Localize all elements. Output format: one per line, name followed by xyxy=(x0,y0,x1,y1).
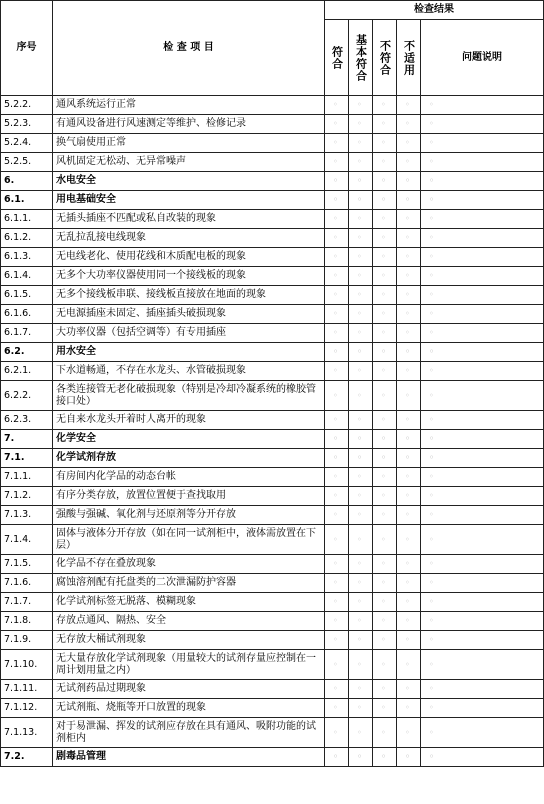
cell-conform[interactable]: ◦ xyxy=(325,449,349,468)
row-text: 各类连接管无老化破损现象（特别是冷却冷凝系统的橡胶管接口处） xyxy=(53,381,325,411)
row-text: 无存放大桶试剂现象 xyxy=(53,631,325,650)
cell-conform[interactable]: ◦ xyxy=(325,487,349,506)
cell-not-conform[interactable]: ◦ xyxy=(373,506,397,525)
cell-basic-conform[interactable]: ◦ xyxy=(349,267,373,286)
row-number: 6.1.3. xyxy=(1,248,53,267)
cell-remarks[interactable]: ◦ xyxy=(421,718,544,748)
row-number: 7.1.4. xyxy=(1,525,53,555)
cell-not-applicable[interactable]: ◦ xyxy=(397,680,421,699)
row-text: 风机固定无松动、无异常噪声 xyxy=(53,153,325,172)
row-text: 无电线老化、使用花线和木质配电板的现象 xyxy=(53,248,325,267)
row-text: 换气扇使用正常 xyxy=(53,134,325,153)
cell-remarks[interactable]: ◦ xyxy=(421,362,544,381)
cell-remarks[interactable]: ◦ xyxy=(421,153,544,172)
row-number: 7.1.6. xyxy=(1,574,53,593)
cell-not-conform[interactable]: ◦ xyxy=(373,718,397,748)
cell-conform[interactable]: ◦ xyxy=(325,191,349,210)
cell-conform[interactable]: ◦ xyxy=(325,229,349,248)
cell-not-conform[interactable]: ◦ xyxy=(373,229,397,248)
cell-basic-conform[interactable]: ◦ xyxy=(349,134,373,153)
row-text: 用水安全 xyxy=(53,343,325,362)
cell-not-conform[interactable]: ◦ xyxy=(373,191,397,210)
cell-basic-conform[interactable]: ◦ xyxy=(349,593,373,612)
cell-not-applicable[interactable]: ◦ xyxy=(397,718,421,748)
table-row xyxy=(1,381,544,411)
cell-remarks[interactable]: ◦ xyxy=(421,267,544,286)
cell-not-applicable[interactable]: ◦ xyxy=(397,574,421,593)
cell-remarks[interactable]: ◦ xyxy=(421,574,544,593)
cell-not-conform[interactable]: ◦ xyxy=(373,468,397,487)
table-row xyxy=(1,525,544,555)
table-body xyxy=(1,96,544,767)
cell-remarks[interactable]: ◦ xyxy=(421,96,544,115)
cell-not-applicable[interactable]: ◦ xyxy=(397,748,421,767)
row-number: 5.2.4. xyxy=(1,134,53,153)
cell-remarks[interactable]: ◦ xyxy=(421,612,544,631)
cell-not-conform[interactable]: ◦ xyxy=(373,286,397,305)
cell-conform[interactable]: ◦ xyxy=(325,286,349,305)
cell-not-applicable[interactable]: ◦ xyxy=(397,411,421,430)
cell-remarks[interactable]: ◦ xyxy=(421,430,544,449)
row-number: 5.2.2. xyxy=(1,96,53,115)
cell-basic-conform[interactable]: ◦ xyxy=(349,748,373,767)
row-number: 7.1.1. xyxy=(1,468,53,487)
section-row xyxy=(1,449,544,468)
cell-not-conform[interactable]: ◦ xyxy=(373,411,397,430)
cell-not-applicable[interactable]: ◦ xyxy=(397,650,421,680)
cell-conform[interactable]: ◦ xyxy=(325,718,349,748)
cell-remarks[interactable]: ◦ xyxy=(421,699,544,718)
cell-conform[interactable]: ◦ xyxy=(325,748,349,767)
header-basic-conform: 基本符合 xyxy=(349,20,373,96)
cell-remarks[interactable]: ◦ xyxy=(421,210,544,229)
cell-not-conform[interactable]: ◦ xyxy=(373,748,397,767)
table-row xyxy=(1,574,544,593)
row-text: 无乱拉乱接电线现象 xyxy=(53,229,325,248)
cell-basic-conform[interactable]: ◦ xyxy=(349,555,373,574)
row-text: 无插头插座不匹配或私自改装的现象 xyxy=(53,210,325,229)
table-row xyxy=(1,210,544,229)
row-number: 6.1.7. xyxy=(1,324,53,343)
cell-not-conform[interactable]: ◦ xyxy=(373,172,397,191)
cell-conform[interactable]: ◦ xyxy=(325,699,349,718)
cell-not-conform[interactable]: ◦ xyxy=(373,115,397,134)
row-number: 7.1.3. xyxy=(1,506,53,525)
row-text: 无大量存放化学试剂现象（用量较大的试剂存量应控制在一周计划用量之内） xyxy=(53,650,325,680)
cell-basic-conform[interactable]: ◦ xyxy=(349,449,373,468)
cell-basic-conform[interactable]: ◦ xyxy=(349,381,373,411)
row-text: 大功率仪器（包括空调等）有专用插座 xyxy=(53,324,325,343)
header-item: 检 查 项 目 xyxy=(53,1,325,96)
cell-conform[interactable]: ◦ xyxy=(325,172,349,191)
cell-not-conform[interactable]: ◦ xyxy=(373,430,397,449)
cell-basic-conform[interactable]: ◦ xyxy=(349,430,373,449)
cell-remarks[interactable]: ◦ xyxy=(421,748,544,767)
row-number: 6.1. xyxy=(1,191,53,210)
cell-not-conform[interactable]: ◦ xyxy=(373,343,397,362)
header-seq: 序号 xyxy=(1,1,53,96)
cell-not-applicable[interactable]: ◦ xyxy=(397,343,421,362)
cell-not-applicable[interactable]: ◦ xyxy=(397,362,421,381)
cell-not-conform[interactable]: ◦ xyxy=(373,574,397,593)
cell-basic-conform[interactable]: ◦ xyxy=(349,229,373,248)
cell-not-conform[interactable]: ◦ xyxy=(373,680,397,699)
cell-basic-conform[interactable]: ◦ xyxy=(349,248,373,267)
cell-not-applicable[interactable]: ◦ xyxy=(397,631,421,650)
cell-conform[interactable]: ◦ xyxy=(325,362,349,381)
cell-remarks[interactable]: ◦ xyxy=(421,134,544,153)
cell-remarks[interactable]: ◦ xyxy=(421,411,544,430)
cell-remarks[interactable]: ◦ xyxy=(421,305,544,324)
cell-not-applicable[interactable]: ◦ xyxy=(397,286,421,305)
row-text: 无试剂瓶、烧瓶等开口放置的现象 xyxy=(53,699,325,718)
cell-not-conform[interactable]: ◦ xyxy=(373,699,397,718)
table-row xyxy=(1,305,544,324)
cell-conform[interactable]: ◦ xyxy=(325,650,349,680)
cell-basic-conform[interactable]: ◦ xyxy=(349,506,373,525)
cell-conform[interactable]: ◦ xyxy=(325,612,349,631)
cell-basic-conform[interactable]: ◦ xyxy=(349,191,373,210)
cell-basic-conform[interactable]: ◦ xyxy=(349,487,373,506)
row-number: 7.1.12. xyxy=(1,699,53,718)
cell-remarks[interactable]: ◦ xyxy=(421,324,544,343)
cell-not-applicable[interactable]: ◦ xyxy=(397,525,421,555)
cell-basic-conform[interactable]: ◦ xyxy=(349,96,373,115)
table-row xyxy=(1,506,544,525)
section-row xyxy=(1,172,544,191)
row-text: 无自来水龙头开着时人离开的现象 xyxy=(53,411,325,430)
cell-conform[interactable]: ◦ xyxy=(325,267,349,286)
cell-not-applicable[interactable]: ◦ xyxy=(397,115,421,134)
cell-not-applicable[interactable]: ◦ xyxy=(397,229,421,248)
cell-not-conform[interactable]: ◦ xyxy=(373,593,397,612)
row-number: 6.1.2. xyxy=(1,229,53,248)
table-row xyxy=(1,153,544,172)
cell-not-conform[interactable]: ◦ xyxy=(373,525,397,555)
table-row xyxy=(1,115,544,134)
table-row xyxy=(1,631,544,650)
row-text: 强酸与强碱、氧化剂与还原剂等分开存放 xyxy=(53,506,325,525)
cell-conform[interactable]: ◦ xyxy=(325,680,349,699)
row-number: 6.1.5. xyxy=(1,286,53,305)
row-number: 6. xyxy=(1,172,53,191)
cell-basic-conform[interactable]: ◦ xyxy=(349,210,373,229)
cell-remarks[interactable]: ◦ xyxy=(421,381,544,411)
cell-remarks[interactable]: ◦ xyxy=(421,506,544,525)
cell-remarks[interactable]: ◦ xyxy=(421,555,544,574)
cell-not-conform[interactable]: ◦ xyxy=(373,555,397,574)
table-row xyxy=(1,680,544,699)
cell-basic-conform[interactable]: ◦ xyxy=(349,612,373,631)
row-text: 下水道畅通，不存在水龙头、水管破损现象 xyxy=(53,362,325,381)
row-text: 无电源插座未固定、插座插头破损现象 xyxy=(53,305,325,324)
cell-basic-conform[interactable]: ◦ xyxy=(349,172,373,191)
row-text: 化学试剂标签无脱落、模糊现象 xyxy=(53,593,325,612)
cell-basic-conform[interactable]: ◦ xyxy=(349,362,373,381)
row-number: 7. xyxy=(1,430,53,449)
cell-remarks[interactable]: ◦ xyxy=(421,248,544,267)
row-text: 固体与液体分开存放（如在同一试剂柜中，液体需放置在下层） xyxy=(53,525,325,555)
row-number: 7.1.11. xyxy=(1,680,53,699)
cell-basic-conform[interactable]: ◦ xyxy=(349,324,373,343)
table-row xyxy=(1,362,544,381)
cell-not-conform[interactable]: ◦ xyxy=(373,267,397,286)
cell-remarks[interactable]: ◦ xyxy=(421,487,544,506)
header-not-applicable: 不适用 xyxy=(397,20,421,96)
cell-conform[interactable]: ◦ xyxy=(325,96,349,115)
row-number: 7.1. xyxy=(1,449,53,468)
cell-basic-conform[interactable]: ◦ xyxy=(349,115,373,134)
cell-not-applicable[interactable]: ◦ xyxy=(397,593,421,612)
table-row xyxy=(1,229,544,248)
cell-remarks[interactable]: ◦ xyxy=(421,468,544,487)
row-number: 6.1.4. xyxy=(1,267,53,286)
row-number: 7.1.9. xyxy=(1,631,53,650)
cell-remarks[interactable]: ◦ xyxy=(421,631,544,650)
cell-remarks[interactable]: ◦ xyxy=(421,229,544,248)
cell-remarks[interactable]: ◦ xyxy=(421,650,544,680)
cell-remarks[interactable]: ◦ xyxy=(421,343,544,362)
cell-basic-conform[interactable]: ◦ xyxy=(349,680,373,699)
row-text: 存放点通风、隔热、安全 xyxy=(53,612,325,631)
row-number: 7.1.2. xyxy=(1,487,53,506)
row-text: 化学安全 xyxy=(53,430,325,449)
cell-conform[interactable]: ◦ xyxy=(325,134,349,153)
cell-remarks[interactable]: ◦ xyxy=(421,680,544,699)
row-number: 7.1.8. xyxy=(1,612,53,631)
table-row xyxy=(1,718,544,748)
cell-not-applicable[interactable]: ◦ xyxy=(397,267,421,286)
header-result: 检查结果 xyxy=(325,1,544,20)
cell-not-applicable[interactable]: ◦ xyxy=(397,96,421,115)
cell-basic-conform[interactable]: ◦ xyxy=(349,411,373,430)
row-number: 5.2.5. xyxy=(1,153,53,172)
cell-not-conform[interactable]: ◦ xyxy=(373,631,397,650)
cell-conform[interactable]: ◦ xyxy=(325,115,349,134)
cell-not-applicable[interactable]: ◦ xyxy=(397,612,421,631)
row-text: 无多个大功率仪器使用同一个接线板的现象 xyxy=(53,267,325,286)
header-remarks: 问题说明 xyxy=(421,20,544,96)
cell-remarks[interactable]: ◦ xyxy=(421,115,544,134)
cell-not-applicable[interactable]: ◦ xyxy=(397,172,421,191)
cell-basic-conform[interactable]: ◦ xyxy=(349,525,373,555)
cell-not-applicable[interactable]: ◦ xyxy=(397,134,421,153)
table-row xyxy=(1,593,544,612)
cell-conform[interactable]: ◦ xyxy=(325,506,349,525)
row-number: 6.2.3. xyxy=(1,411,53,430)
cell-not-conform[interactable]: ◦ xyxy=(373,96,397,115)
cell-remarks[interactable]: ◦ xyxy=(421,525,544,555)
cell-not-conform[interactable]: ◦ xyxy=(373,487,397,506)
cell-basic-conform[interactable]: ◦ xyxy=(349,574,373,593)
cell-remarks[interactable]: ◦ xyxy=(421,593,544,612)
cell-not-conform[interactable]: ◦ xyxy=(373,210,397,229)
cell-conform[interactable]: ◦ xyxy=(325,555,349,574)
row-number: 6.2. xyxy=(1,343,53,362)
cell-not-conform[interactable]: ◦ xyxy=(373,650,397,680)
table-row xyxy=(1,248,544,267)
row-text: 剧毒品管理 xyxy=(53,748,325,767)
table-row xyxy=(1,612,544,631)
row-text: 无试剂药品过期现象 xyxy=(53,680,325,699)
cell-conform[interactable]: ◦ xyxy=(325,468,349,487)
table-row xyxy=(1,286,544,305)
cell-conform[interactable]: ◦ xyxy=(325,574,349,593)
row-text: 对于易泄漏、挥发的试剂应存放在具有通风、吸附功能的试剂柜内 xyxy=(53,718,325,748)
cell-basic-conform[interactable]: ◦ xyxy=(349,699,373,718)
table-row xyxy=(1,650,544,680)
row-number: 7.1.7. xyxy=(1,593,53,612)
cell-conform[interactable]: ◦ xyxy=(325,525,349,555)
cell-not-conform[interactable]: ◦ xyxy=(373,362,397,381)
section-row xyxy=(1,191,544,210)
header-not-conform: 不符合 xyxy=(373,20,397,96)
row-text: 无多个接线板串联、接线板直接放在地面的现象 xyxy=(53,286,325,305)
cell-conform[interactable]: ◦ xyxy=(325,248,349,267)
table-row xyxy=(1,96,544,115)
cell-not-applicable[interactable]: ◦ xyxy=(397,248,421,267)
row-number: 6.2.1. xyxy=(1,362,53,381)
cell-conform[interactable]: ◦ xyxy=(325,153,349,172)
row-number: 7.1.5. xyxy=(1,555,53,574)
row-text: 腐蚀溶剂配有托盘类的二次泄漏防护容器 xyxy=(53,574,325,593)
cell-not-applicable[interactable]: ◦ xyxy=(397,449,421,468)
row-number: 6.1.1. xyxy=(1,210,53,229)
cell-not-applicable[interactable]: ◦ xyxy=(397,153,421,172)
cell-not-applicable[interactable]: ◦ xyxy=(397,381,421,411)
cell-not-conform[interactable]: ◦ xyxy=(373,153,397,172)
row-text: 有序分类存放，放置位置便于查找取用 xyxy=(53,487,325,506)
row-number: 7.2. xyxy=(1,748,53,767)
cell-remarks[interactable]: ◦ xyxy=(421,286,544,305)
cell-basic-conform[interactable]: ◦ xyxy=(349,468,373,487)
cell-basic-conform[interactable]: ◦ xyxy=(349,718,373,748)
cell-not-conform[interactable]: ◦ xyxy=(373,381,397,411)
cell-not-conform[interactable]: ◦ xyxy=(373,449,397,468)
cell-not-applicable[interactable]: ◦ xyxy=(397,210,421,229)
row-text: 化学试剂存放 xyxy=(53,449,325,468)
cell-remarks[interactable]: ◦ xyxy=(421,449,544,468)
table-row xyxy=(1,134,544,153)
cell-conform[interactable]: ◦ xyxy=(325,631,349,650)
cell-conform[interactable]: ◦ xyxy=(325,210,349,229)
row-number: 6.2.2. xyxy=(1,381,53,411)
cell-not-applicable[interactable]: ◦ xyxy=(397,555,421,574)
row-number: 5.2.3. xyxy=(1,115,53,134)
table-row xyxy=(1,699,544,718)
row-number: 6.1.6. xyxy=(1,305,53,324)
table-row xyxy=(1,267,544,286)
cell-remarks[interactable]: ◦ xyxy=(421,172,544,191)
cell-basic-conform[interactable]: ◦ xyxy=(349,286,373,305)
row-text: 有通风设备进行风速测定等维护、检修记录 xyxy=(53,115,325,134)
table-row xyxy=(1,555,544,574)
cell-remarks[interactable]: ◦ xyxy=(421,191,544,210)
cell-not-conform[interactable]: ◦ xyxy=(373,248,397,267)
cell-basic-conform[interactable]: ◦ xyxy=(349,650,373,680)
row-text: 水电安全 xyxy=(53,172,325,191)
cell-not-applicable[interactable]: ◦ xyxy=(397,191,421,210)
cell-not-conform[interactable]: ◦ xyxy=(373,134,397,153)
header-conform: 符合 xyxy=(325,20,349,96)
table-row xyxy=(1,324,544,343)
row-text: 用电基础安全 xyxy=(53,191,325,210)
cell-not-applicable[interactable]: ◦ xyxy=(397,324,421,343)
section-row xyxy=(1,343,544,362)
cell-not-applicable[interactable]: ◦ xyxy=(397,305,421,324)
cell-conform[interactable]: ◦ xyxy=(325,430,349,449)
cell-basic-conform[interactable]: ◦ xyxy=(349,631,373,650)
cell-basic-conform[interactable]: ◦ xyxy=(349,153,373,172)
table-row xyxy=(1,468,544,487)
cell-not-applicable[interactable]: ◦ xyxy=(397,468,421,487)
cell-not-applicable[interactable]: ◦ xyxy=(397,487,421,506)
section-row xyxy=(1,748,544,767)
table-row xyxy=(1,487,544,506)
row-number: 7.1.10. xyxy=(1,650,53,680)
cell-conform[interactable]: ◦ xyxy=(325,343,349,362)
cell-not-applicable[interactable]: ◦ xyxy=(397,430,421,449)
cell-basic-conform[interactable]: ◦ xyxy=(349,343,373,362)
cell-conform[interactable]: ◦ xyxy=(325,381,349,411)
cell-not-conform[interactable]: ◦ xyxy=(373,324,397,343)
cell-not-conform[interactable]: ◦ xyxy=(373,612,397,631)
row-text: 有房间内化学品的动态台帐 xyxy=(53,468,325,487)
section-row xyxy=(1,430,544,449)
row-text: 通风系统运行正常 xyxy=(53,96,325,115)
cell-not-conform[interactable]: ◦ xyxy=(373,305,397,324)
table-row xyxy=(1,411,544,430)
cell-conform[interactable]: ◦ xyxy=(325,324,349,343)
cell-basic-conform[interactable]: ◦ xyxy=(349,305,373,324)
cell-conform[interactable]: ◦ xyxy=(325,411,349,430)
cell-not-applicable[interactable]: ◦ xyxy=(397,506,421,525)
row-text: 化学品不存在叠放现象 xyxy=(53,555,325,574)
cell-conform[interactable]: ◦ xyxy=(325,593,349,612)
cell-conform[interactable]: ◦ xyxy=(325,305,349,324)
row-number: 7.1.13. xyxy=(1,718,53,748)
cell-not-applicable[interactable]: ◦ xyxy=(397,699,421,718)
